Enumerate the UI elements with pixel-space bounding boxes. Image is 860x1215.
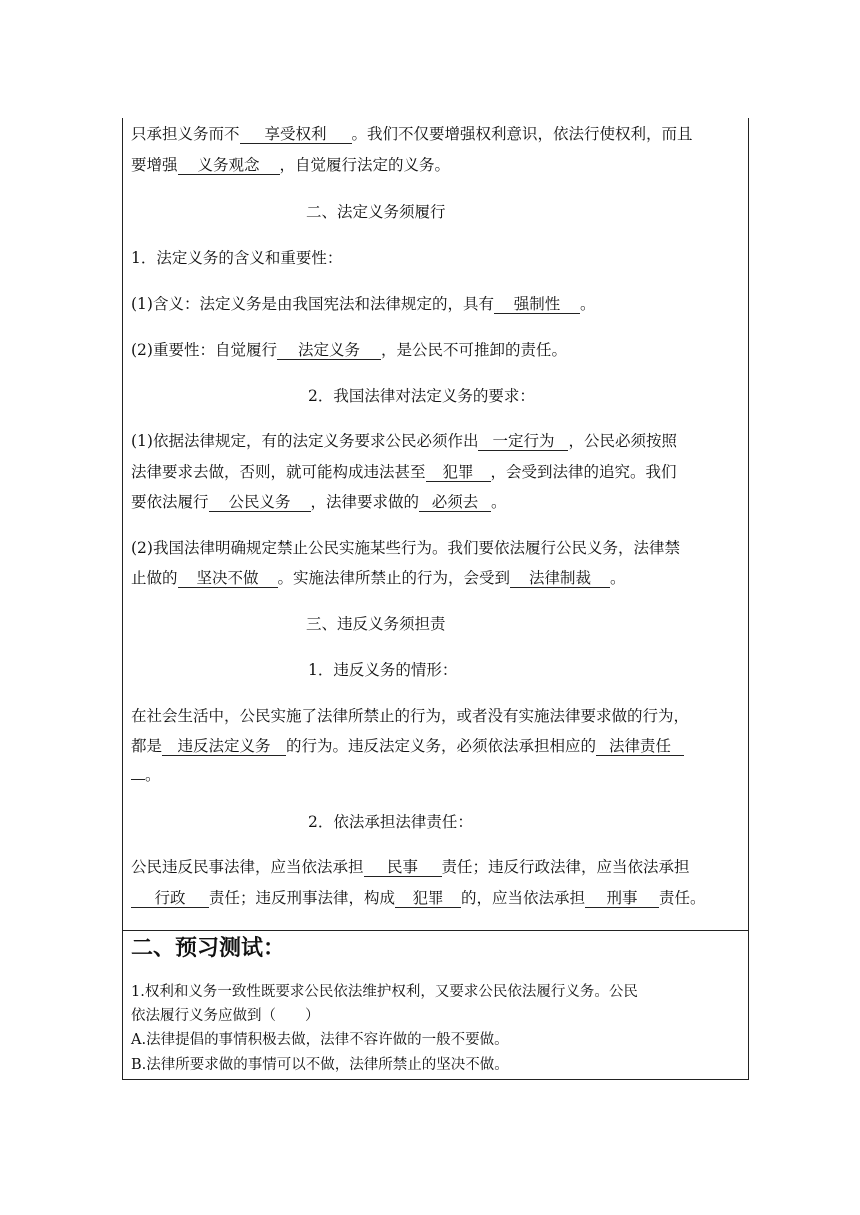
question-text: 依法履行义务应做到（ ） xyxy=(131,1008,320,1024)
table-bottom-border xyxy=(122,1079,749,1080)
answer-blank: 违反法定义务 xyxy=(162,737,286,756)
answer-blank: 义务观念 xyxy=(178,156,280,175)
answer-blank: 必须去 xyxy=(419,493,491,512)
table-divider xyxy=(122,930,749,931)
paragraph-line: (1)含义：法定义务是由我国宪法和法律规定的，具有 强制性 。 xyxy=(131,295,596,313)
paragraph-line: 法律要求去做，否则，就可能构成违法甚至 犯罪 ，会受到法律的追究。我们 xyxy=(131,463,677,481)
option-a: A.法律提倡的事情积极去做，法律不容许做的一般不要做。 xyxy=(131,1032,509,1048)
paragraph-line: 只承担义务而不 享受权利 。我们不仅要增强权利意识，依法行使权利，而且 xyxy=(131,125,693,143)
item-title: 2．我国法律对法定义务的要求： xyxy=(308,387,535,405)
paragraph-line: 。 xyxy=(131,765,743,785)
paragraph-line: 都是 违反法定义务 的行为。违反法定义务，必须依法承担相应的 法律责任 xyxy=(131,736,743,756)
answer-blank: 法律制裁 xyxy=(510,569,610,588)
paragraph-line: 止做的 坚决不做 。实施法律所禁止的行为，会受到 法律制裁 。 xyxy=(131,569,626,587)
answer-blank: 强制性 xyxy=(494,295,580,314)
paragraph-line: (1)依据法律规定，有的法定义务要求公民必须作出 一定行为 ，公民必须按照 xyxy=(131,432,677,450)
question-text: 1.权利和义务一致性既要求公民依法维护权利，又要求公民依法履行义务。公民 xyxy=(131,984,638,1000)
section-title: 三、违反义务须担责 xyxy=(306,615,446,633)
answer-blank: 民事 xyxy=(364,858,442,877)
answer-blank: 一定行为 xyxy=(478,432,568,451)
answer-blank: 享受权利 xyxy=(240,125,352,144)
item-title: 2．依法承担法律责任： xyxy=(308,813,473,831)
preview-heading: 二、预习测试： xyxy=(131,936,286,961)
paragraph-line: 在社会生活中，公民实施了法律所禁止的行为，或者没有实施法律要求做的行为， xyxy=(131,707,690,725)
section-title: 二、法定义务须履行 xyxy=(306,203,446,221)
answer-blank: 法定义务 xyxy=(277,341,381,360)
answer-blank xyxy=(131,779,145,780)
answer-blank: 坚决不做 xyxy=(178,569,278,588)
paragraph-line: (2)重要性：自觉履行 法定义务 ，是公民不可推卸的责任。 xyxy=(131,341,567,359)
item-title: 1．违反义务的情形： xyxy=(308,661,458,679)
answer-blank: 公民义务 xyxy=(209,493,311,512)
answer-blank: 法律责任 xyxy=(596,737,684,756)
item-title: 1．法定义务的含义和重要性： xyxy=(131,249,343,267)
answer-blank: 犯罪 xyxy=(426,463,491,482)
paragraph-line: 公民违反民事法律，应当依法承担 民事 责任；违反行政法律，应当依法承担 xyxy=(131,858,690,876)
paragraph-line: 行政 责任；违反刑事法律，构成 犯罪 的，应当依法承担 刑事 责任。 xyxy=(131,888,743,908)
paragraph-line: 要增强 义务观念 ，自觉履行法定的义务。 xyxy=(131,156,451,174)
answer-blank: 刑事 xyxy=(585,889,659,908)
paragraph-line: 要依法履行 公民义务 ，法律要求做的 必须去 。 xyxy=(131,493,507,511)
answer-blank: 行政 xyxy=(131,889,209,908)
option-b: B.法律所要求做的事情可以不做，法律所禁止的坚决不做。 xyxy=(131,1057,509,1073)
answer-blank: 犯罪 xyxy=(395,889,461,908)
paragraph-line: (2)我国法律明确规定禁止公民实施某些行为。我们要依法履行公民义务，法律禁 xyxy=(131,539,680,557)
